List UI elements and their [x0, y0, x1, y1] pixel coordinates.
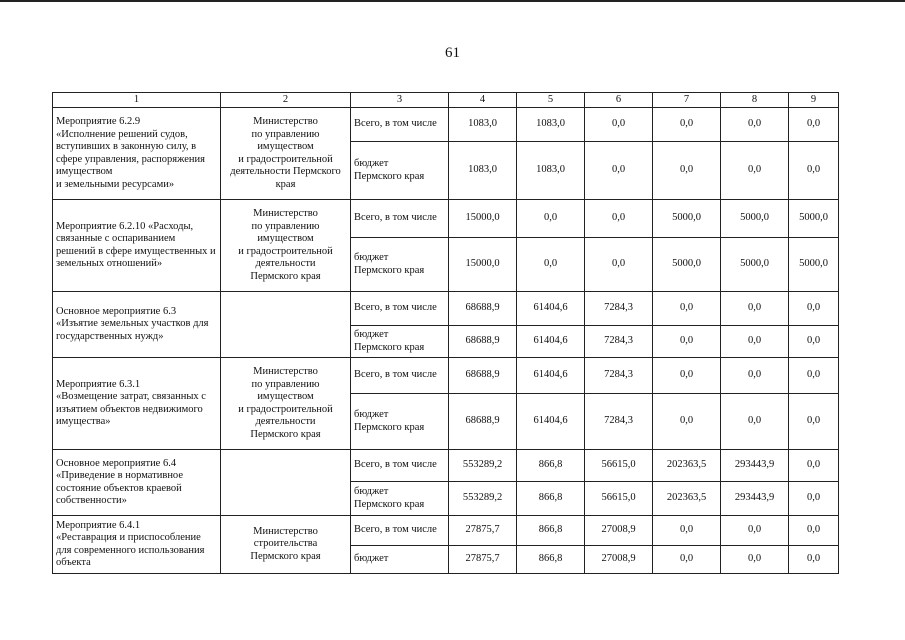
- column-header: 4: [449, 93, 517, 108]
- amount-cell: 866,8: [517, 482, 585, 516]
- amount-cell: 61404,6: [517, 326, 585, 358]
- amount-cell: 202363,5: [653, 482, 721, 516]
- amount-cell: 0,0: [585, 108, 653, 142]
- amount-cell: 27008,9: [585, 546, 653, 574]
- amount-cell: 0,0: [721, 516, 789, 546]
- table-body: [53, 108, 839, 574]
- amount-cell: 0,0: [789, 482, 839, 516]
- column-header: 1: [53, 93, 221, 108]
- executor-name: Министерство по управлению имуществом и градостроительной деятельности Пермского края: [221, 108, 351, 200]
- amount-cell: 1083,0: [517, 142, 585, 200]
- amount-cell: 0,0: [721, 394, 789, 450]
- top-rule: [0, 0, 905, 2]
- amount-cell: 1083,0: [517, 108, 585, 142]
- amount-cell: 0,0: [721, 546, 789, 574]
- page-number: 61: [445, 45, 460, 61]
- amount-cell: 27875,7: [449, 546, 517, 574]
- amount-cell: 5000,0: [653, 200, 721, 238]
- amount-cell: 7284,3: [585, 394, 653, 450]
- amount-cell: 0,0: [721, 358, 789, 394]
- amount-cell: 61404,6: [517, 292, 585, 326]
- amount-cell: 293443,9: [721, 450, 789, 482]
- event-name: Мероприятие 6.4.1 «Реставрация и приспособление для современного использования объекта: [53, 516, 221, 574]
- funding-source: Всего, в том числе: [351, 200, 449, 238]
- funding-source: Всего, в том числе: [351, 358, 449, 394]
- amount-cell: 0,0: [789, 450, 839, 482]
- amount-cell: 553289,2: [449, 482, 517, 516]
- funding-source: бюджет Пермского края: [351, 238, 449, 292]
- amount-cell: 0,0: [789, 292, 839, 326]
- funding-source: Всего, в том числе: [351, 516, 449, 546]
- amount-cell: 0,0: [789, 142, 839, 200]
- amount-cell: 0,0: [653, 394, 721, 450]
- funding-source: бюджет Пермского края: [351, 482, 449, 516]
- amount-cell: 27875,7: [449, 516, 517, 546]
- funding-source: бюджет Пермского края: [351, 326, 449, 358]
- column-header: 5: [517, 93, 585, 108]
- amount-cell: 202363,5: [653, 450, 721, 482]
- column-header: 8: [721, 93, 789, 108]
- amount-cell: 0,0: [585, 238, 653, 292]
- amount-cell: 27008,9: [585, 516, 653, 546]
- amount-cell: 0,0: [517, 238, 585, 292]
- amount-cell: 1083,0: [449, 142, 517, 200]
- amount-cell: 0,0: [789, 108, 839, 142]
- amount-cell: 866,8: [517, 546, 585, 574]
- funding-source: Всего, в том числе: [351, 292, 449, 326]
- amount-cell: 866,8: [517, 516, 585, 546]
- executor-name: [221, 450, 351, 516]
- budget-table: [52, 92, 839, 574]
- amount-cell: 5000,0: [789, 200, 839, 238]
- event-name: Мероприятие 6.2.10 «Расходы, связанные с оспариванием решений в сфере имущественных и земельных отношений»: [53, 200, 221, 292]
- amount-cell: 68688,9: [449, 326, 517, 358]
- amount-cell: 0,0: [653, 142, 721, 200]
- event-name: Мероприятие 6.2.9 «Исполнение решений судов, вступивших в законную силу, в сфере управления, распоряжения имуществом и земельными ресурсами»: [53, 108, 221, 200]
- amount-cell: 7284,3: [585, 358, 653, 394]
- amount-cell: 0,0: [721, 292, 789, 326]
- amount-cell: 7284,3: [585, 326, 653, 358]
- table-row: [53, 450, 839, 482]
- amount-cell: 56615,0: [585, 450, 653, 482]
- executor-name: Министерство по управлению имуществом и градостроительной деятельности Пермского края: [221, 200, 351, 292]
- event-name: Основное мероприятие 6.3 «Изъятие земельных участков для государственных нужд»: [53, 292, 221, 358]
- amount-cell: 0,0: [585, 200, 653, 238]
- amount-cell: 293443,9: [721, 482, 789, 516]
- amount-cell: 0,0: [653, 326, 721, 358]
- column-header: 9: [789, 93, 839, 108]
- amount-cell: 553289,2: [449, 450, 517, 482]
- amount-cell: 0,0: [653, 546, 721, 574]
- executor-name: Министерство по управлению имуществом и градостроительной деятельности Пермского края: [221, 358, 351, 450]
- column-header: 2: [221, 93, 351, 108]
- amount-cell: 0,0: [721, 108, 789, 142]
- amount-cell: 15000,0: [449, 238, 517, 292]
- amount-cell: 0,0: [721, 142, 789, 200]
- amount-cell: 0,0: [789, 516, 839, 546]
- executor-name: Министерство строительства Пермского края: [221, 516, 351, 574]
- amount-cell: 0,0: [789, 546, 839, 574]
- amount-cell: 0,0: [789, 394, 839, 450]
- funding-source: бюджет Пермского края: [351, 142, 449, 200]
- table-row: [53, 108, 839, 142]
- amount-cell: 0,0: [789, 326, 839, 358]
- amount-cell: 0,0: [653, 358, 721, 394]
- executor-name: [221, 292, 351, 358]
- amount-cell: 0,0: [789, 358, 839, 394]
- amount-cell: 68688,9: [449, 358, 517, 394]
- amount-cell: 866,8: [517, 450, 585, 482]
- amount-cell: 61404,6: [517, 358, 585, 394]
- funding-source: Всего, в том числе: [351, 450, 449, 482]
- amount-cell: 0,0: [585, 142, 653, 200]
- table-row: [53, 358, 839, 394]
- amount-cell: 68688,9: [449, 394, 517, 450]
- funding-source: бюджет Пермского края: [351, 394, 449, 450]
- table-row: [53, 292, 839, 326]
- event-name: Мероприятие 6.3.1 «Возмещение затрат, связанных с изъятием объектов недвижимого имущества»: [53, 358, 221, 450]
- table-row: [53, 516, 839, 546]
- amount-cell: 5000,0: [721, 238, 789, 292]
- header-row: [53, 93, 839, 108]
- amount-cell: 0,0: [721, 326, 789, 358]
- amount-cell: 0,0: [653, 292, 721, 326]
- amount-cell: 56615,0: [585, 482, 653, 516]
- column-header: 6: [585, 93, 653, 108]
- event-name: Основное мероприятие 6.4 «Приведение в нормативное состояние объектов краевой собственности»: [53, 450, 221, 516]
- funding-source: Всего, в том числе: [351, 108, 449, 142]
- amount-cell: 15000,0: [449, 200, 517, 238]
- amount-cell: 5000,0: [721, 200, 789, 238]
- column-header: 7: [653, 93, 721, 108]
- funding-source: бюджет: [351, 546, 449, 574]
- amount-cell: 7284,3: [585, 292, 653, 326]
- table-row: [53, 200, 839, 238]
- amount-cell: 1083,0: [449, 108, 517, 142]
- amount-cell: 5000,0: [789, 238, 839, 292]
- amount-cell: 0,0: [653, 516, 721, 546]
- amount-cell: 68688,9: [449, 292, 517, 326]
- amount-cell: 0,0: [653, 108, 721, 142]
- amount-cell: 61404,6: [517, 394, 585, 450]
- amount-cell: 0,0: [517, 200, 585, 238]
- column-header: 3: [351, 93, 449, 108]
- amount-cell: 5000,0: [653, 238, 721, 292]
